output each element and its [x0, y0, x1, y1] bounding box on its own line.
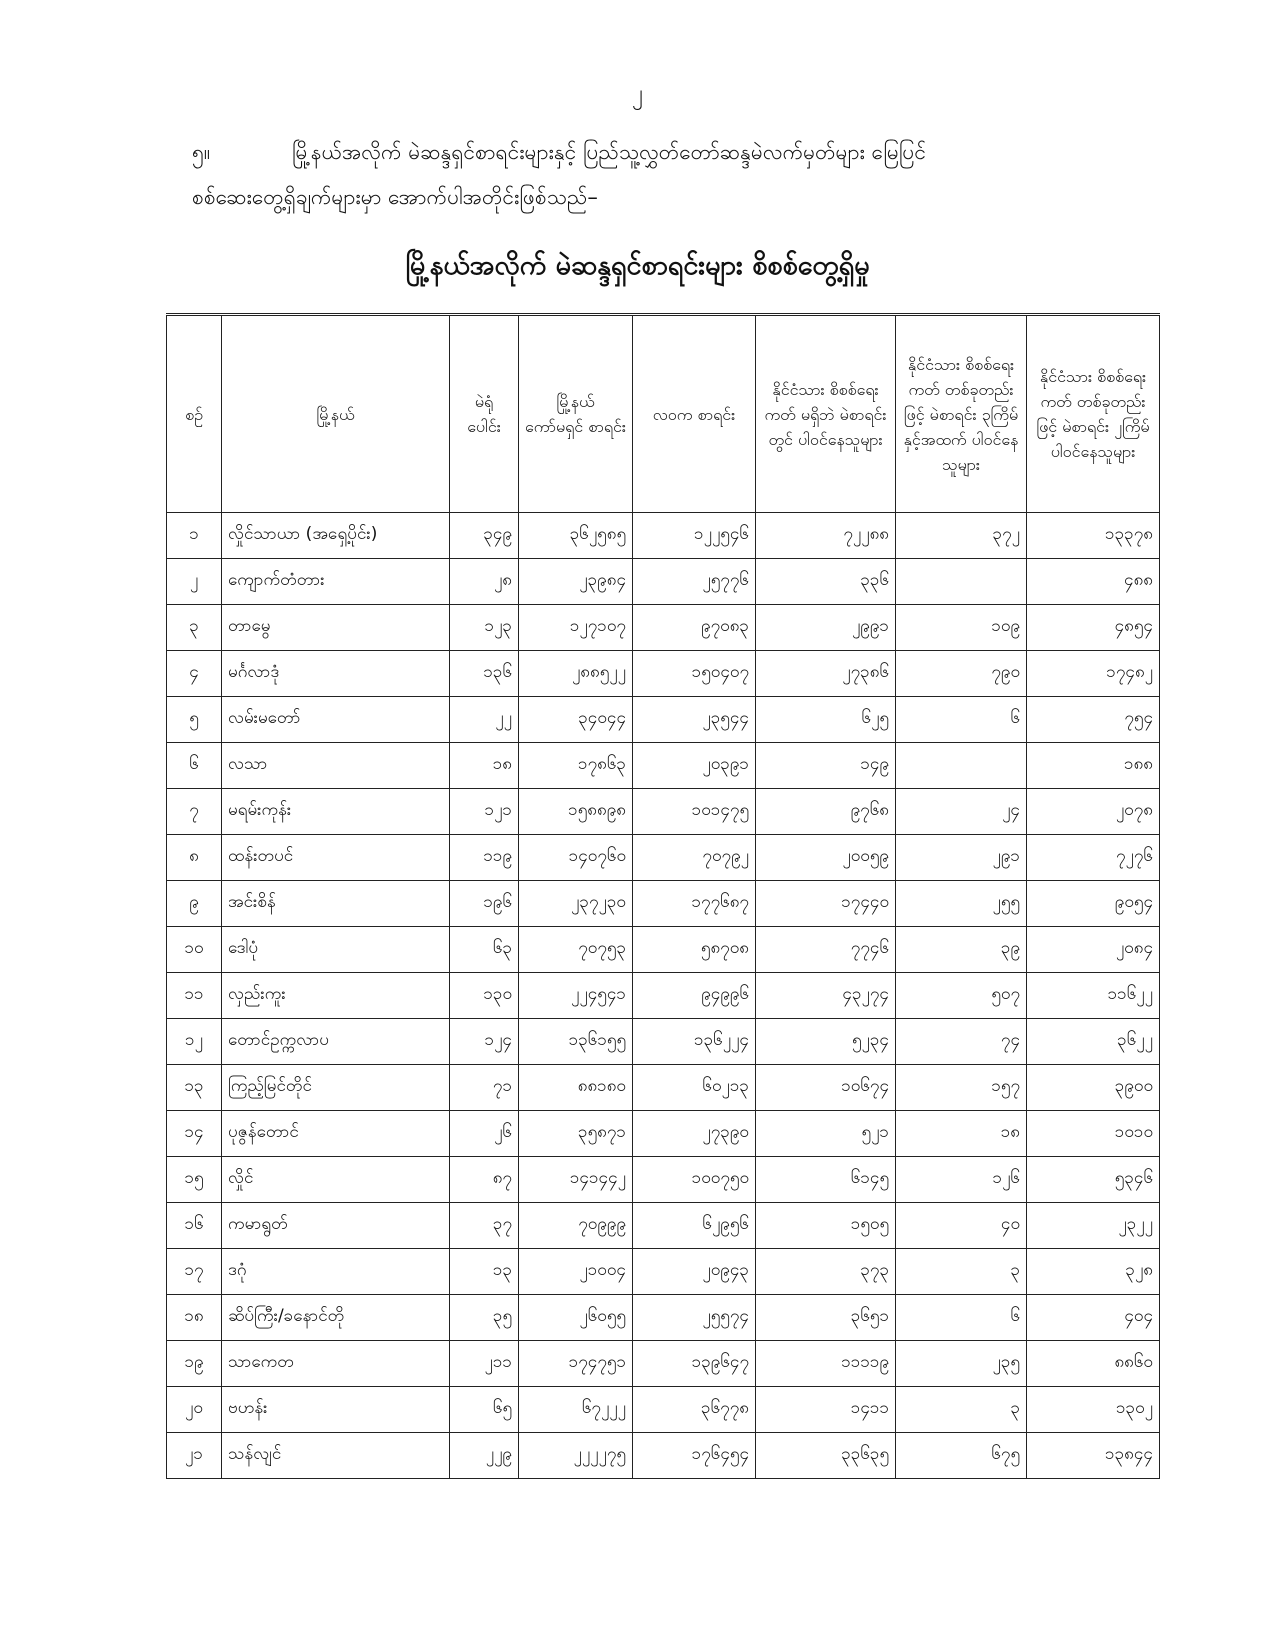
cell-same-id-2-times: ၂၃၂၂: [1027, 1203, 1160, 1249]
cell-same-id-2-times: ၁၀၁၀: [1027, 1111, 1160, 1157]
cell-same-id-2-times: ၇၂၇၆: [1027, 835, 1160, 881]
page-number: ၂: [632, 81, 643, 106]
cell-polling-stations: ၁၉၆: [450, 881, 519, 927]
cell-serial: ၁၇: [167, 1249, 222, 1295]
cell-serial: ၉: [167, 881, 222, 927]
cell-same-id-3-times: ၂၅၅: [896, 881, 1027, 927]
cell-commission-list: ၃၆၂၅၈၅: [519, 513, 633, 559]
cell-commission-list: ၁၃၆၁၅၅: [519, 1019, 633, 1065]
cell-same-id-3-times: ၁၅၇: [896, 1065, 1027, 1111]
cell-immigration-list: ၆၂၉၅၆: [633, 1203, 756, 1249]
cell-no-id-card: ၁၇၄၄၀: [756, 881, 896, 927]
cell-commission-list: ၁၂၇၁၀၇: [519, 605, 633, 651]
cell-same-id-3-times: ၁၀၉: [896, 605, 1027, 651]
header-polling-stations: မဲရုံ ပေါင်း: [450, 315, 519, 513]
cell-polling-stations: ၂၈: [450, 559, 519, 605]
cell-township: ကျောက်တံတား: [222, 559, 450, 605]
cell-same-id-3-times: ၂၉၁: [896, 835, 1027, 881]
table-row: [167, 1019, 1160, 1065]
table-row: [167, 559, 1160, 605]
cell-no-id-card: ၃၇၃: [756, 1249, 896, 1295]
cell-commission-list: ၂၁၀၀၄: [519, 1249, 633, 1295]
table-row: [167, 835, 1160, 881]
cell-serial: ၃: [167, 605, 222, 651]
cell-no-id-card: ၅၂၁: [756, 1111, 896, 1157]
cell-immigration-list: ၂၀၃၉၁: [633, 743, 756, 789]
cell-township: လှိုင်သာယာ (အရှေ့ပိုင်း): [222, 513, 450, 559]
cell-same-id-2-times: ၁၁၆၂၂: [1027, 973, 1160, 1019]
cell-same-id-2-times: ၄၈၅၄: [1027, 605, 1160, 651]
table-row: [167, 1295, 1160, 1341]
cell-immigration-list: ၉၇၀၈၃: [633, 605, 756, 651]
table-row: [167, 1249, 1160, 1295]
cell-township: တောင်ဥက္ကလာပ: [222, 1019, 450, 1065]
table-row: [167, 881, 1160, 927]
cell-township: ဒေါပုံ: [222, 927, 450, 973]
header-no-id-card: နိုင်ငံသား စိစစ်ရေးကတ် မရှိဘဲ မဲစာရင်းတွင် ပါဝင်နေသူများ: [756, 315, 896, 513]
cell-same-id-2-times: ၁၃၈၄၄: [1027, 1433, 1160, 1479]
cell-township: ကြည့်မြင်တိုင်: [222, 1065, 450, 1111]
cell-same-id-3-times: [896, 559, 1027, 605]
cell-same-id-3-times: ၅၀၇: [896, 973, 1027, 1019]
cell-serial: ၁၁: [167, 973, 222, 1019]
table-row: [167, 1387, 1160, 1433]
cell-township: ဗဟန်း: [222, 1387, 450, 1433]
cell-polling-stations: ၃၄၉: [450, 513, 519, 559]
table-row: [167, 973, 1160, 1019]
cell-serial: ၁၈: [167, 1295, 222, 1341]
table-row: [167, 927, 1160, 973]
cell-commission-list: ၂၆၀၅၅: [519, 1295, 633, 1341]
cell-serial: ၁၅: [167, 1157, 222, 1203]
cell-serial: ၁၉: [167, 1341, 222, 1387]
cell-commission-list: ၁၄၁၄၄၂: [519, 1157, 633, 1203]
header-same-id-2-times: နိုင်ငံသား စိစစ်ရေးကတ် တစ်ခုတည်းဖြင့် မဲစာရင်း ၂ကြိမ် ပါဝင်နေသူများ: [1027, 315, 1160, 513]
table-row: [167, 1433, 1160, 1479]
cell-commission-list: ၇၀၉၉၉: [519, 1203, 633, 1249]
cell-no-id-card: ၆၁၄၅: [756, 1157, 896, 1203]
cell-polling-stations: ၈၇: [450, 1157, 519, 1203]
cell-no-id-card: ၆၂၅: [756, 697, 896, 743]
cell-immigration-list: ၂၀၉၄၃: [633, 1249, 756, 1295]
cell-no-id-card: ၇၂၂၈၈: [756, 513, 896, 559]
table-row: [167, 697, 1160, 743]
cell-township: ထန်းတပင်: [222, 835, 450, 881]
cell-commission-list: ၃၄၀၄၄: [519, 697, 633, 743]
cell-same-id-2-times: ၅၃၄၆: [1027, 1157, 1160, 1203]
cell-township: ဒဂုံ: [222, 1249, 450, 1295]
cell-polling-stations: ၁၃၀: [450, 973, 519, 1019]
cell-no-id-card: ၂၉၉၁: [756, 605, 896, 651]
table-row: [167, 1341, 1160, 1387]
cell-same-id-2-times: ၂၀၇၈: [1027, 789, 1160, 835]
cell-same-id-2-times: ၄၈၈: [1027, 559, 1160, 605]
cell-township: ပုဇွန်တောင်: [222, 1111, 450, 1157]
cell-polling-stations: ၇၁: [450, 1065, 519, 1111]
cell-immigration-list: ၁၅၀၄၀၇: [633, 651, 756, 697]
table-row: [167, 789, 1160, 835]
cell-no-id-card: ၃၆၅၁: [756, 1295, 896, 1341]
header-township: မြို့နယ်: [222, 315, 450, 513]
table-row: [167, 605, 1160, 651]
cell-immigration-list: ၁၂၂၅၄၆: [633, 513, 756, 559]
table-row: [167, 651, 1160, 697]
cell-serial: ၁၄: [167, 1111, 222, 1157]
cell-commission-list: ၁၄၀၇၆၀: [519, 835, 633, 881]
cell-commission-list: ၁၇၄၇၅၁: [519, 1341, 633, 1387]
cell-immigration-list: ၁၃၆၂၂၄: [633, 1019, 756, 1065]
paragraph-number: ၅။: [192, 140, 211, 164]
cell-no-id-card: ၂၀၀၅၉: [756, 835, 896, 881]
cell-same-id-3-times: ၆: [896, 697, 1027, 743]
header-township-commission-list: မြို့နယ် ကော်မရှင် စာရင်း: [519, 315, 633, 513]
header-serial: စဉ်: [167, 315, 222, 513]
intro-line-2: စစ်ဆေးတွေ့ရှိချက်များမှာ အောက်ပါအတိုင်းဖြစ်သည်–: [192, 185, 598, 209]
cell-same-id-3-times: ၁၈: [896, 1111, 1027, 1157]
cell-same-id-2-times: ၃၆၂၂: [1027, 1019, 1160, 1065]
cell-same-id-3-times: ၇၉၀: [896, 651, 1027, 697]
cell-immigration-list: ၉၄၉၉၆: [633, 973, 756, 1019]
cell-same-id-2-times: ၁၇၄၈၂: [1027, 651, 1160, 697]
cell-immigration-list: ၁၃၉၆၄၇: [633, 1341, 756, 1387]
cell-polling-stations: ၆၅: [450, 1387, 519, 1433]
cell-same-id-2-times: ၁၃၃၇၈: [1027, 513, 1160, 559]
cell-township: ကမာရွတ်: [222, 1203, 450, 1249]
cell-immigration-list: ၂၅၇၇၆: [633, 559, 756, 605]
header-row: [167, 315, 1160, 513]
cell-same-id-2-times: ၃၂၈: [1027, 1249, 1160, 1295]
cell-no-id-card: ၁၄၁၁: [756, 1387, 896, 1433]
cell-immigration-list: ၇၀၇၉၂: [633, 835, 756, 881]
table-title: မြို့နယ်အလိုက် မဲဆန္ဒရှင်စာရင်းများ စိစစ်တွေ့ရှိမှု: [405, 250, 870, 281]
cell-same-id-3-times: ၄၀: [896, 1203, 1027, 1249]
cell-no-id-card: ၁၀၆၇၄: [756, 1065, 896, 1111]
cell-serial: ၁၆: [167, 1203, 222, 1249]
cell-no-id-card: ၁၅၀၅: [756, 1203, 896, 1249]
cell-same-id-2-times: ၇၅၄: [1027, 697, 1160, 743]
cell-immigration-list: ၅၈၇၀၈: [633, 927, 756, 973]
cell-same-id-3-times: ၇၄: [896, 1019, 1027, 1065]
cell-commission-list: ၂၂၂၂၇၅: [519, 1433, 633, 1479]
cell-same-id-2-times: ၈၈၆၀: [1027, 1341, 1160, 1387]
cell-polling-stations: ၁၃၆: [450, 651, 519, 697]
cell-no-id-card: ၁၄၉: [756, 743, 896, 789]
intro-text-1: မြို့နယ်အလိုက် မဲဆန္ဒရှင်စာရင်းများနှင့် ပြည်သူ့လွှတ်တော်ဆန္ဒမဲလက်မှတ်များ မြေပြင်: [292, 140, 927, 164]
cell-no-id-card: ၉၇၆၈: [756, 789, 896, 835]
cell-serial: ၁၀: [167, 927, 222, 973]
cell-immigration-list: ၆၀၂၁၃: [633, 1065, 756, 1111]
cell-same-id-3-times: ၃၉: [896, 927, 1027, 973]
cell-same-id-2-times: ၂၀၈၄: [1027, 927, 1160, 973]
cell-same-id-3-times: [896, 743, 1027, 789]
cell-serial: ၁၂: [167, 1019, 222, 1065]
cell-serial: ၄: [167, 651, 222, 697]
cell-commission-list: ၃၅၈၇၁: [519, 1111, 633, 1157]
cell-same-id-3-times: ၃၇၂: [896, 513, 1027, 559]
cell-no-id-card: ၇၇၄၆: [756, 927, 896, 973]
cell-immigration-list: ၂၇၃၉၀: [633, 1111, 756, 1157]
cell-township: သန်လျင်: [222, 1433, 450, 1479]
cell-polling-stations: ၁၂၄: [450, 1019, 519, 1065]
cell-polling-stations: ၁၈: [450, 743, 519, 789]
cell-commission-list: ၂၂၄၅၄၁: [519, 973, 633, 1019]
cell-commission-list: ၇၀၇၅၃: [519, 927, 633, 973]
cell-polling-stations: ၂၆: [450, 1111, 519, 1157]
cell-township: လသာ: [222, 743, 450, 789]
cell-serial: ၂၀: [167, 1387, 222, 1433]
cell-serial: ၅: [167, 697, 222, 743]
cell-same-id-2-times: ၁၃၀၂: [1027, 1387, 1160, 1433]
cell-township: လှည်းကူး: [222, 973, 450, 1019]
cell-no-id-card: ၃၃၆: [756, 559, 896, 605]
cell-serial: ၇: [167, 789, 222, 835]
cell-township: သာကေတ: [222, 1341, 450, 1387]
cell-polling-stations: ၃၅: [450, 1295, 519, 1341]
cell-township: အင်းစိန်: [222, 881, 450, 927]
cell-polling-stations: ၂၂၉: [450, 1433, 519, 1479]
cell-same-id-3-times: ၂၃၅: [896, 1341, 1027, 1387]
cell-township: မင်္ဂလာဒုံ: [222, 651, 450, 697]
cell-commission-list: ၁၅၈၈၉၈: [519, 789, 633, 835]
cell-polling-stations: ၁၂၃: [450, 605, 519, 651]
cell-no-id-card: ၁၁၁၁၉: [756, 1341, 896, 1387]
intro-paragraph: [192, 130, 1150, 220]
cell-township: ဆိပ်ကြီး/ခနောင်တို: [222, 1295, 450, 1341]
cell-same-id-2-times: ၃၉၀၀: [1027, 1065, 1160, 1111]
cell-same-id-3-times: ၆: [896, 1295, 1027, 1341]
cell-commission-list: ၂၃၇၂၃၀: [519, 881, 633, 927]
cell-serial: ၁၃: [167, 1065, 222, 1111]
cell-no-id-card: ၄၃၂၇၄: [756, 973, 896, 1019]
cell-township: မရမ်းကုန်း: [222, 789, 450, 835]
cell-serial: ၂၁: [167, 1433, 222, 1479]
table-row: [167, 513, 1160, 559]
cell-polling-stations: ၁၂၁: [450, 789, 519, 835]
cell-immigration-list: ၁၇၇၆၈၇: [633, 881, 756, 927]
table-row: [167, 1065, 1160, 1111]
cell-commission-list: ၈၈၁၈၀: [519, 1065, 633, 1111]
cell-polling-stations: ၂၁၁: [450, 1341, 519, 1387]
header-immigration-list: လဝက စာရင်း: [633, 315, 756, 513]
cell-immigration-list: ၁၀၁၄၇၅: [633, 789, 756, 835]
cell-polling-stations: ၂၂: [450, 697, 519, 743]
cell-commission-list: ၂၃၉၈၄: [519, 559, 633, 605]
cell-commission-list: ၆၇၂၂၂: [519, 1387, 633, 1433]
cell-serial: ၁: [167, 513, 222, 559]
cell-same-id-3-times: ၃: [896, 1249, 1027, 1295]
cell-polling-stations: ၃၇: [450, 1203, 519, 1249]
cell-immigration-list: ၁၇၆၄၅၄: [633, 1433, 756, 1479]
table-row: [167, 1111, 1160, 1157]
cell-serial: ၈: [167, 835, 222, 881]
table-row: [167, 743, 1160, 789]
cell-township: လှိုင်: [222, 1157, 450, 1203]
cell-same-id-2-times: ၁၈၈: [1027, 743, 1160, 789]
cell-township: တာမွေ: [222, 605, 450, 651]
cell-serial: ၂: [167, 559, 222, 605]
table-row: [167, 1203, 1160, 1249]
cell-serial: ၆: [167, 743, 222, 789]
cell-same-id-3-times: ၃: [896, 1387, 1027, 1433]
cell-same-id-3-times: ၆၇၅: [896, 1433, 1027, 1479]
cell-commission-list: ၂၈၈၅၂၂: [519, 651, 633, 697]
township-voter-list-table: [166, 313, 1160, 1479]
intro-line-1: [192, 130, 1150, 175]
cell-polling-stations: ၆၃: [450, 927, 519, 973]
cell-polling-stations: ၁၁၉: [450, 835, 519, 881]
cell-polling-stations: ၁၃: [450, 1249, 519, 1295]
cell-same-id-3-times: ၂၄: [896, 789, 1027, 835]
cell-no-id-card: ၂၇၃၈၆: [756, 651, 896, 697]
header-same-id-3-times: နိုင်ငံသား စိစစ်ရေးကတ် တစ်ခုတည်းဖြင့် မဲစာရင်း ၃ကြိမ် နှင့်အထက် ပါဝင်နေသူများ: [896, 315, 1027, 513]
table-body: [167, 513, 1160, 1479]
cell-same-id-2-times: ၄၀၄: [1027, 1295, 1160, 1341]
cell-no-id-card: ၃၃၆၃၅: [756, 1433, 896, 1479]
cell-same-id-2-times: ၉၀၅၄: [1027, 881, 1160, 927]
cell-commission-list: ၁၇၈၆၃: [519, 743, 633, 789]
cell-same-id-3-times: ၁၂၆: [896, 1157, 1027, 1203]
cell-immigration-list: ၃၆၇၇၈: [633, 1387, 756, 1433]
cell-immigration-list: ၂၅၅၇၄: [633, 1295, 756, 1341]
cell-no-id-card: ၅၂၃၄: [756, 1019, 896, 1065]
cell-immigration-list: ၂၃၅၄၄: [633, 697, 756, 743]
table-row: [167, 1157, 1160, 1203]
cell-township: လမ်းမတော်: [222, 697, 450, 743]
cell-immigration-list: ၁၀၀၇၅၀: [633, 1157, 756, 1203]
